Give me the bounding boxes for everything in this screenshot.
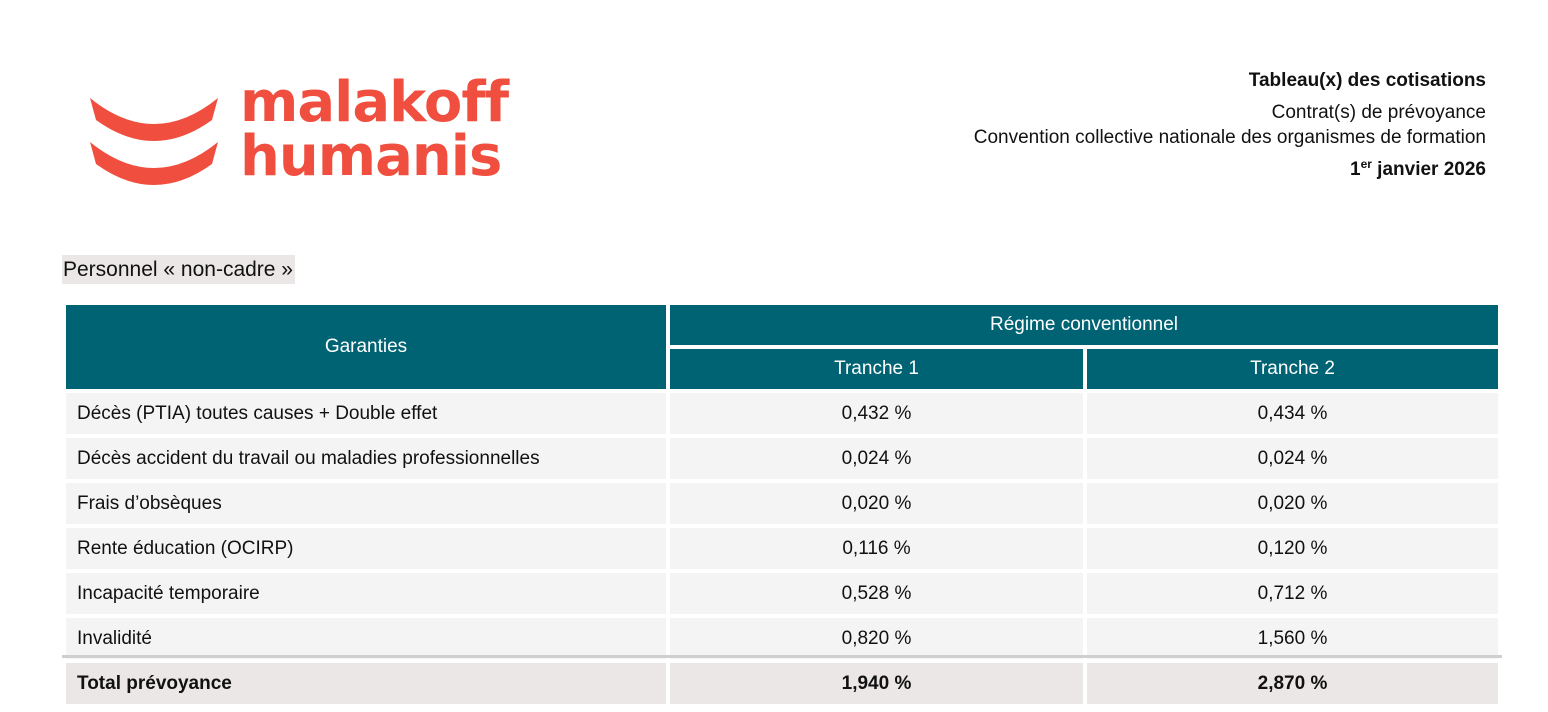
contribution-table	[62, 301, 1502, 708]
effective-date	[974, 157, 1486, 182]
document-subtitle-convention: Convention collective nationale des organismes de formation	[973, 127, 1486, 148]
table-row	[66, 618, 1498, 659]
column-header-regime: Régime conventionnel	[670, 305, 1498, 345]
tranche-2-value: 0,434 %	[1087, 393, 1498, 434]
tranche-1-value: 0,432 %	[670, 393, 1083, 434]
document-title: Tableau(x) des cotisations	[1248, 70, 1486, 91]
section-label: Personnel « non-cadre »	[62, 255, 295, 284]
logo-text-line2: humanis	[240, 124, 502, 189]
row-label: Frais d’obsèques	[66, 483, 666, 524]
total-tranche-1-value: 1,940 %	[670, 663, 1083, 704]
column-header-tranche-2: Tranche 2	[1087, 349, 1498, 389]
table-row	[66, 438, 1498, 479]
tranche-1-value: 0,020 %	[670, 483, 1083, 524]
effective-date-suffix: er	[1360, 157, 1372, 171]
tranche-2-value: 0,120 %	[1087, 528, 1498, 569]
logo-mark-icon	[88, 90, 220, 190]
tranche-2-value: 0,712 %	[1087, 573, 1498, 614]
tranche-2-value: 0,020 %	[1087, 483, 1498, 524]
document-subtitle-contract: Contrat(s) de prévoyance	[1271, 102, 1486, 123]
column-header-garanties: Garanties	[66, 305, 666, 389]
tranche-1-value: 0,116 %	[670, 528, 1083, 569]
row-label: Incapacité temporaire	[66, 573, 666, 614]
table-row	[66, 483, 1498, 524]
malakoff-humanis-logo	[88, 70, 528, 196]
tranche-1-value: 0,528 %	[670, 573, 1083, 614]
logo-wordmark	[240, 70, 509, 189]
table-row	[66, 528, 1498, 569]
effective-date-rest: janvier 2026	[1371, 159, 1486, 180]
tranche-1-value: 0,024 %	[670, 438, 1083, 479]
effective-date-day: 1	[1349, 159, 1361, 180]
total-row	[66, 663, 1498, 704]
total-label: Total prévoyance	[66, 663, 666, 704]
tranche-2-value: 1,560 %	[1087, 618, 1498, 659]
tranche-2-value: 0,024 %	[1087, 438, 1498, 479]
total-separator	[62, 655, 1502, 658]
logo-text-line1: malakoff	[240, 70, 509, 135]
table-row	[66, 393, 1498, 434]
total-tranche-2-value: 2,870 %	[1087, 663, 1498, 704]
row-label: Décès accident du travail ou maladies professionnelles	[66, 438, 666, 479]
row-label: Rente éducation (OCIRP)	[66, 528, 666, 569]
document-header	[974, 68, 1486, 182]
tranche-1-value: 0,820 %	[670, 618, 1083, 659]
column-header-tranche-1: Tranche 1	[670, 349, 1083, 389]
table-row	[66, 573, 1498, 614]
row-label: Décès (PTIA) toutes causes + Double effet	[66, 393, 666, 434]
row-label: Invalidité	[66, 618, 666, 659]
